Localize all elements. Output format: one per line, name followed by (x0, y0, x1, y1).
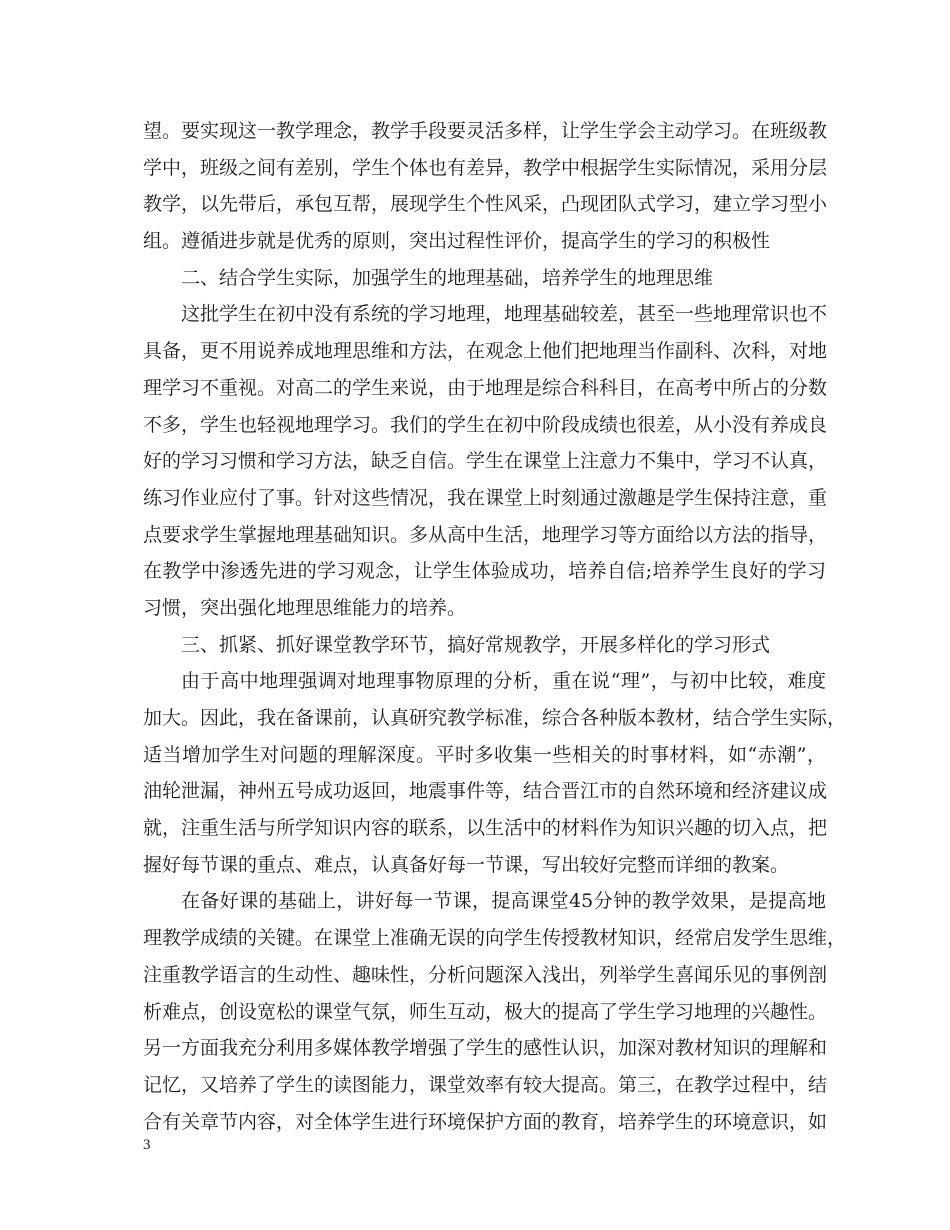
text-line: 这批学生在初中没有系统的学习地理，地理基础较差，甚至一些地理常识也不 (181, 303, 828, 326)
text-line: 教学，以先带后，承包互帮，展现学生个性风采，凸现团队式学习，建立学习型小 (143, 193, 828, 216)
text-line: 另一方面我充分利用多媒体教学增强了学生的感性认识，加深对教材知识的理解和 (143, 1037, 828, 1060)
text-line: 理教学成绩的关键。在课堂上准确无误的向学生传授教材知识，经常启发学生思维， (143, 927, 847, 950)
text-line: 就，注重生活与所学知识内容的联系，以生活中的材料作为知识兴趣的切入点，把 (143, 817, 828, 840)
text-line: 油轮泄漏，神州五号成功返回，地震事件等，结合晋江市的自然环境和经济建议成 (143, 780, 828, 803)
section-heading: 二、结合学生实际，加强学生的地理基础，培养学生的地理思维 (181, 266, 714, 289)
text-line: 具备，更不用说养成地理思维和方法，在观念上他们把地理当作副科、次科，对地 (143, 340, 828, 363)
text-line: 在备好课的基础上，讲好每一节课，提高课堂45分钟的教学效果，是提高地 (181, 890, 826, 913)
section-heading: 三、抓紧、抓好课堂教学环节，搞好常规教学，开展多样化的学习形式 (181, 633, 771, 656)
text-line: 组。遵循进步就是优秀的原则，突出过程性评价，提高学生的学习的积极性 (143, 230, 771, 253)
text-line: 在教学中渗透先进的学习观念，让学生体验成功，培养自信;培养学生良好的学习 (143, 560, 826, 583)
text-line: 合有关章节内容，对全体学生进行环境保护方面的教育，培养学生的环境意识，如 (143, 1110, 828, 1133)
text-line: 理学习不重视。对高二的学生来说，由于地理是综合科科目，在高考中所占的分数 (143, 376, 828, 399)
text-line: 望。要实现这一教学理念，教学手段要灵活多样，让学生学会主动学习。在班级教 (143, 120, 828, 142)
text-line: 由于高中地理强调对地理事物原理的分析，重在说“理”，与初中比较，难度 (181, 670, 826, 693)
text-line: 好的学习习惯和学习方法，缺乏自信。学生在课堂上注意力不集中，学习不认真， (143, 450, 828, 473)
text-line: 不多，学生也轻视地理学习。我们的学生在初中阶段成绩也很差，从小没有养成良 (143, 413, 828, 436)
text-line: 练习作业应付了事。针对这些情况，我在课堂上时刻通过激趣是学生保持注意，重 (143, 486, 828, 509)
document-body (143, 113, 847, 1140)
page-number: 3 (143, 1137, 151, 1153)
text-line: 加大。因此，我在备课前，认真研究教学标准，综合各种版本教材，结合学生实际， (143, 707, 847, 729)
text-line: 学中，班级之间有差别，学生个体也有差异，教学中根据学生实际情况，采用分层 (143, 156, 828, 179)
text-line: 握好每节课的重点、难点，认真备好每一节课，写出较好完整而详细的教案。 (143, 853, 790, 876)
text-line: 点要求学生掌握地理基础知识。多从高中生活，地理学习等方面给以方法的指导， (143, 523, 828, 546)
text-line: 析难点，创设宽松的课堂气氛，师生互动，极大的提高了学生学习地理的兴趣性。 (143, 1000, 828, 1023)
text-line: 记忆，又培养了学生的读图能力，课堂效率有较大提高。第三，在教学过程中，结 (143, 1073, 828, 1096)
text-line: 适当增加学生对问题的理解深度。平时多收集一些相关的时事材料，如“赤潮”， (143, 743, 826, 766)
text-line: 注重教学语言的生动性、趣味性，分析问题深入浅出，列举学生喜闻乐见的事例剖 (143, 963, 828, 986)
text-line: 习惯，突出强化地理思维能力的培养。 (143, 596, 467, 619)
